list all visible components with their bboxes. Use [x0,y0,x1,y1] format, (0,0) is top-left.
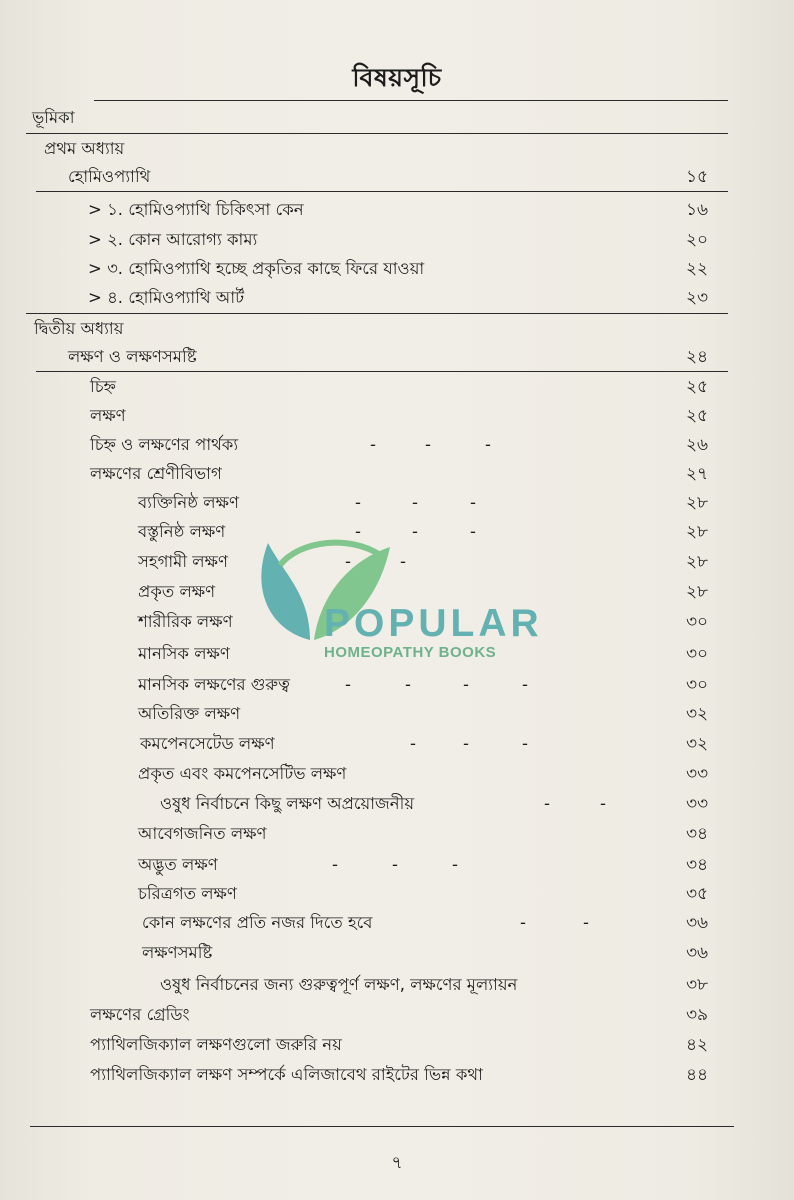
entry-page: ৩৩ [686,764,709,784]
chapter-label: প্রথম অধ্যায় [44,139,125,158]
toc-entry [0,1030,794,1060]
toc-entry [0,1060,794,1090]
section-chapter2 [0,314,794,344]
toc-entry [0,938,794,968]
dash-leader: - [412,522,418,541]
toc-entry [0,819,794,849]
dash-leader: - [412,493,418,512]
entry-title: প্যাথিলজিক্যাল লক্ষণ সম্পর্কে এলিজাবেথ রাইটের ভিন্ন কথা [90,1065,483,1084]
dash-leader: - [452,855,458,874]
dash-leader: - [355,493,361,512]
toc-entry [0,699,794,729]
dash-leader: - [400,552,406,571]
entry-page: ১৬ [686,200,709,220]
entry-title: শারীরিক লক্ষণ [138,612,233,631]
page-title: বিষয়সূচি [352,63,442,92]
dash-leader: - [405,675,411,694]
entry-title: লক্ষণের গ্রেডিং [90,1005,190,1024]
dash-leader: - [470,522,476,541]
toc-entry [0,195,794,225]
entry-page: ৩৩ [686,794,709,814]
toc-entry [0,789,794,819]
entry-page: ৩৯ [686,1005,709,1025]
entry-title: লক্ষণ [90,406,126,425]
toc-entry [0,430,794,460]
entry-title: লক্ষণের শ্রেণীবিভাগ [90,464,222,483]
entry-title: চিহ্ন ও লক্ষণের পার্থক্য [90,435,239,454]
toc-entry [0,850,794,880]
entry-title: মানসিক লক্ষণের গুরুত্ব [138,675,290,694]
toc-entry [0,908,794,938]
dash-leader: - [345,552,351,571]
dash-leader: - [345,675,351,694]
entry-title: ওষুধ নির্বাচনে কিছু লক্ষণ অপ্রয়োজনীয় [160,794,415,813]
dash-leader: - [470,493,476,512]
page-number: ৭ [391,1153,403,1173]
watermark-tagline: HOMEOPATHY BOOKS [324,644,497,661]
entry-page: ৪৪ [686,1065,709,1085]
entry-title: মানসিক লক্ষণ [138,644,230,663]
entry-page: ৩৫ [686,884,709,904]
section-label: ভূমিকা [32,108,75,127]
toc-entry [0,459,794,489]
entry-title: কোন লক্ষণের প্রতি নজর দিতে হবে [142,913,373,932]
toc-entry [0,670,794,700]
entry-title: অতিরিক্ত লক্ষণ [138,704,241,723]
entry-page: ২৮ [686,522,709,542]
entry-page: ৩৪ [686,855,709,875]
entry-page: ২২ [686,259,709,279]
toc-entry [0,879,794,909]
dash-leader: - [355,522,361,541]
entry-title: সহগামী লক্ষণ [138,552,228,571]
entry-page: ৩৬ [686,943,709,963]
dash-leader: - [522,734,528,753]
dash-leader: - [520,913,526,932]
dash-leader: - [332,855,338,874]
entry-title: প্রকৃত লক্ষণ [138,582,216,601]
entry-title: প্রকৃত এবং কমপেনসেটিভ লক্ষণ [138,764,347,783]
toc-entry [0,970,794,1000]
dash-leader: - [392,855,398,874]
toc-entry [0,225,794,255]
publisher-watermark [240,535,550,665]
entry-page: ৩০ [686,644,709,664]
toc-entry [0,1000,794,1030]
dash-leader: - [544,794,550,813]
entry-page: ২০ [686,230,709,250]
toc-entry [0,372,794,402]
dash-leader: - [410,734,416,753]
entry-page: ৩০ [686,612,709,632]
entry-page: ৩২ [686,704,709,724]
entry-page: ২৬ [686,435,709,455]
entry-page: ৩৬ [686,913,709,933]
entry-page: ১৫ [686,167,709,187]
entry-title: চরিত্রগত লক্ষণ [138,884,237,903]
chapter-label: দ্বিতীয় অধ্যায় [34,319,124,338]
entry-title: চিহ্ন [90,377,116,396]
section-intro [0,103,794,133]
toc-entry [0,342,794,372]
entry-page: ২৮ [686,493,709,513]
toc-entry [0,283,794,313]
entry-title: হোমিওপ্যাথি [68,167,151,186]
dash-leader: - [600,794,606,813]
title-rule [94,100,728,101]
entry-page: ২৮ [686,552,709,572]
entry-title: ব্যক্তিনিষ্ঠ লক্ষণ [138,493,239,512]
dash-leader: - [485,435,491,454]
entry-page: ২৪ [686,347,709,367]
entry-page: ২৮ [686,582,709,602]
entry-title: লক্ষণসমষ্টি [142,943,213,962]
entry-title: কমপেনসেটেড লক্ষণ [140,734,275,753]
entry-page: ৪২ [686,1035,709,1055]
entry-page: ২৩ [686,288,709,308]
bottom-rule [30,1126,734,1127]
section-chapter1 [0,134,794,164]
entry-page: ৩৪ [686,824,709,844]
dash-leader: - [522,675,528,694]
entry-page: ৩৮ [686,975,709,995]
dash-leader: - [583,913,589,932]
dash-leader: - [463,734,469,753]
dash-leader: - [463,675,469,694]
entry-title: বস্তুনিষ্ঠ লক্ষণ [138,522,226,541]
entry-title: আবেগজনিত লক্ষণ [138,824,267,843]
entry-title: > ১. হোমিওপ্যাথি চিকিৎসা কেন [88,200,304,219]
toc-entry [0,254,794,284]
entry-title: > ২. কোন আরোগ্য কাম্য [88,230,258,249]
entry-title: > ৩. হোমিওপ্যাথি হচ্ছে প্রকৃতির কাছে ফিরে যাওয়া [88,259,425,278]
entry-page: ৩২ [686,734,709,754]
toc-entry [0,759,794,789]
watermark-brand: POPULAR [324,602,543,645]
toc-entry [0,488,794,518]
entry-page: ২৫ [686,406,709,426]
entry-title: ওষুধ নির্বাচনের জন্য গুরুত্বপূর্ণ লক্ষণ, লক্ষণের মূল্যায়ন [160,975,518,994]
toc-entry [0,162,794,192]
entry-page: ২৫ [686,377,709,397]
dash-leader: - [425,435,431,454]
entry-title: লক্ষণ ও লক্ষণসমষ্টি [68,347,197,366]
entry-title: অদ্ভুত লক্ষণ [138,855,218,874]
dash-leader: - [370,435,376,454]
entry-page: ৩০ [686,675,709,695]
entry-title: > ৪. হোমিওপ্যাথি আর্ট [88,288,245,307]
entry-page: ২৭ [686,464,709,484]
toc-entry [0,729,794,759]
entry-title: প্যাথিলজিক্যাল লক্ষণগুলো জরুরি নয় [90,1035,342,1054]
divider [36,191,728,192]
toc-entry [0,401,794,431]
